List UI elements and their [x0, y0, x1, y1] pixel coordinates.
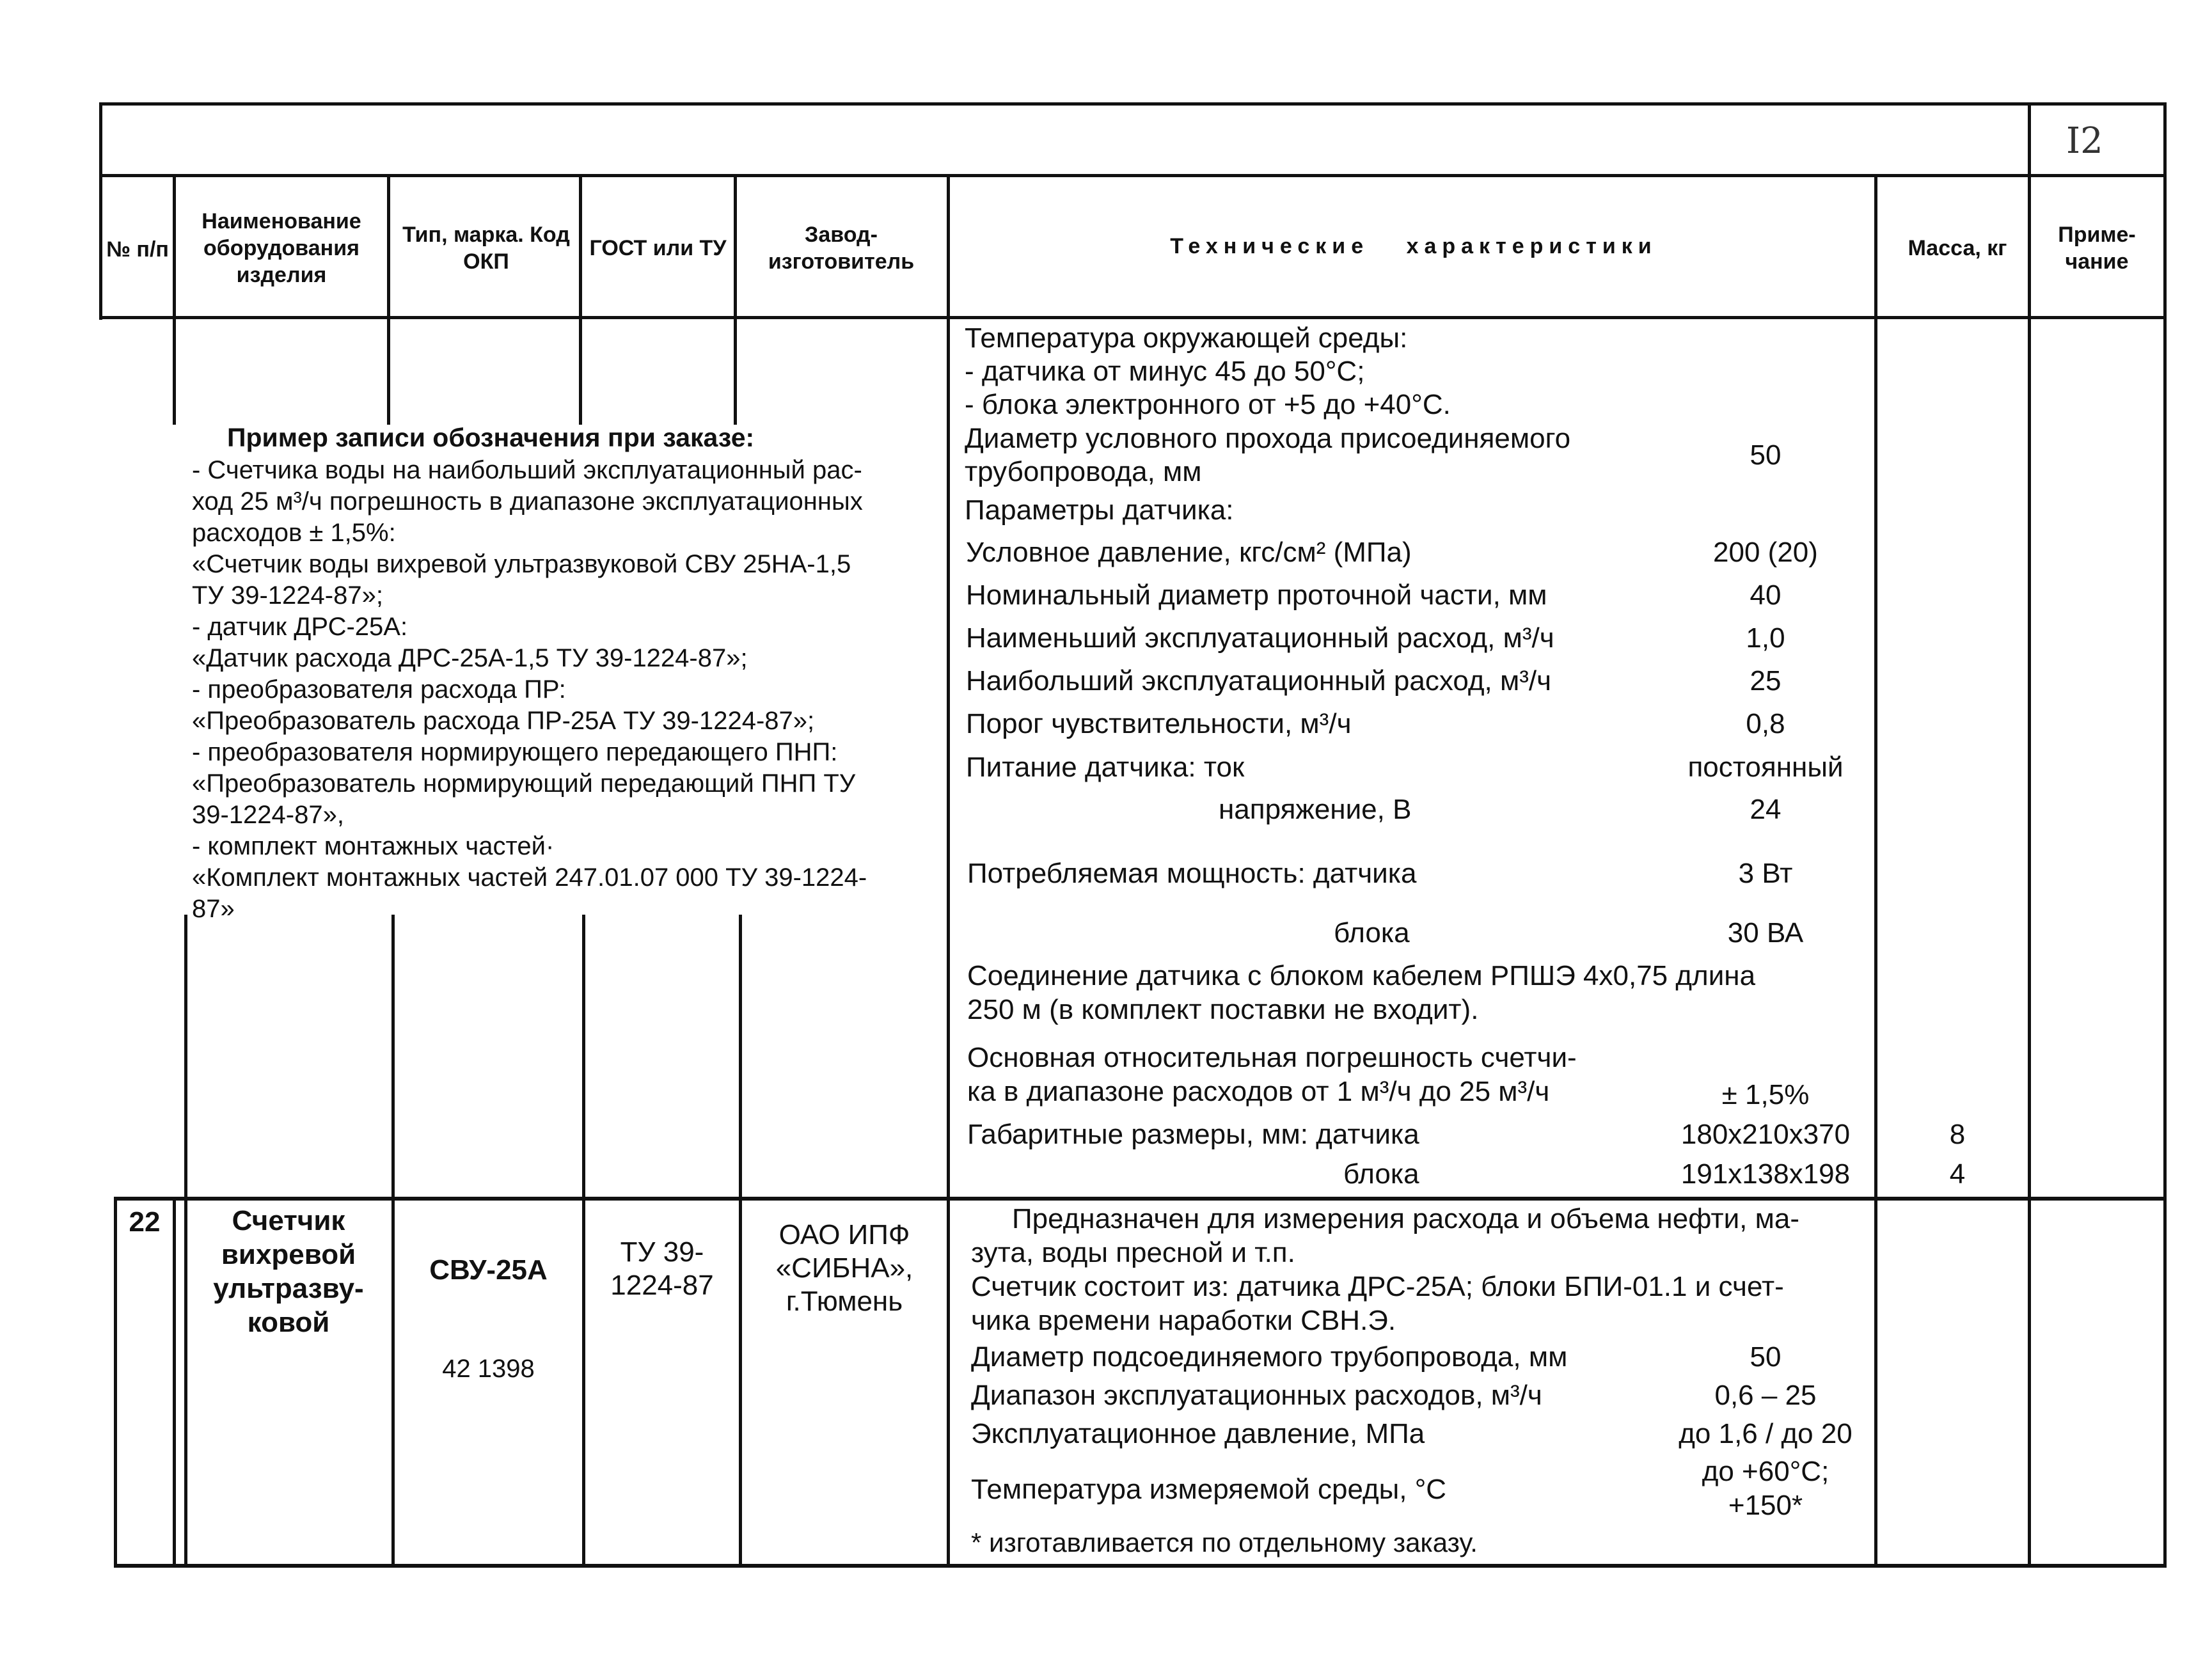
row22-type: СВУ-25А [429, 1254, 548, 1286]
voltage-label: напряжение, В [1219, 794, 1412, 825]
spec-label: Диапазон эксплуатационных расходов, м³/ч [971, 1380, 1542, 1411]
param-label: Наименьший эксплуатационный расход, м³/ч [966, 622, 1554, 654]
order-line: ход 25 м³/ч погрешность в диапазоне эксплуатационных [192, 487, 863, 516]
header-tech: Технические характеристики [1170, 234, 1657, 258]
sensor-params-label: Параметры датчика: [965, 494, 1234, 526]
name-line: ультразву- [213, 1273, 364, 1304]
cable-line-1: Соединение датчика с блоком кабелем РПШЭ 4х0,75 длина [967, 960, 1756, 991]
col-div-6 [1874, 174, 1877, 1568]
power-block-value: 30 ВА [1727, 917, 1804, 949]
purpose-line-1: Предназначен для измерения расхода и объема нефти, ма- [1012, 1203, 1799, 1234]
gost-line: ТУ 39- [620, 1236, 704, 1268]
order-line: «Преобразователь расхода ПР-25А ТУ 39-1224-87»; [192, 707, 815, 735]
order-line: расходов ± 1,5%: [192, 519, 396, 547]
param-value: постоянный [1687, 752, 1844, 783]
temp-value-1: до +60°С; [1702, 1456, 1829, 1487]
header-maker: Завод-изготовитель [768, 223, 915, 274]
rule-top [99, 102, 2167, 106]
maker-line: ОАО ИПФ [778, 1219, 910, 1250]
gost-line: 1224-87 [610, 1270, 714, 1301]
page-number: I2 [2066, 120, 2103, 162]
name-line: Счетчик [232, 1205, 345, 1236]
spec-value: 0,6 – 25 [1714, 1380, 1817, 1411]
env-temp-sensor: - датчика от минус 45 до 50°С; [965, 356, 1365, 387]
temp-label: Температура измеряемой среды, °С [971, 1474, 1447, 1505]
purpose-line-2: зута, воды пресной и т.п. [971, 1237, 1295, 1268]
param-label: Наибольший эксплуатационный расход, м³/ч [966, 665, 1552, 697]
cable-line-2: 250 м (в комплект поставки не входит). [967, 994, 1479, 1025]
header-gost: ГОСТ или ТУ [589, 236, 727, 260]
col-div-4 [734, 174, 737, 320]
footnote: * изготавливается по отдельному заказу. [971, 1527, 1478, 1557]
env-temp-block: - блока электронного от +5 до +40°С. [965, 389, 1451, 420]
col-div-2 [387, 174, 390, 320]
col-div-3-upper [579, 316, 582, 425]
param-label: Порог чувствительности, м³/ч [966, 708, 1352, 739]
param-label: Номинальный диаметр проточной части, мм [966, 579, 1547, 611]
order-line: «Преобразователь нормирующий передающий ПНП ТУ [192, 769, 856, 798]
order-line: ТУ 39-1224-87»; [192, 581, 383, 610]
rule-right [2163, 102, 2167, 1568]
order-line: - Счетчика воды на наибольший эксплуатационный рас- [192, 456, 862, 484]
rule-bottom [115, 1564, 2167, 1568]
col-div-2-upper [387, 316, 390, 425]
rule-left-lower [114, 1197, 117, 1568]
composition-line-2: чика времени наработки СВН.Э. [971, 1305, 1396, 1336]
composition-line-1: Счетчик состоит из: датчика ДРС-25А; блоки БПИ-01.1 и счет- [971, 1271, 1784, 1302]
dims-sensor-mass: 8 [1949, 1119, 1966, 1150]
order-line: - преобразователя нормирующего передающего ПНП: [192, 738, 838, 766]
name-line: вихревой [221, 1239, 356, 1270]
header-mass: Масса, кг [1908, 236, 2007, 260]
pipe-diam-value: 50 [1750, 439, 1781, 471]
spec-value: 50 [1750, 1341, 1781, 1373]
power-label: Потребляемая мощность: датчика [967, 858, 1417, 889]
param-label: Питание датчика: ток [966, 752, 1245, 783]
power-sensor-value: 3 Вт [1738, 858, 1793, 889]
col-div-4-upper [734, 316, 737, 425]
voltage-value: 24 [1750, 794, 1781, 825]
order-line: «Счетчик воды вихревой ультразвуковой СВУ 25НА-1,5 [192, 550, 851, 578]
spec-label: Эксплуатационное давление, МПа [971, 1418, 1425, 1449]
param-value: 40 [1750, 579, 1781, 611]
col-div-0-lower [173, 1197, 176, 1568]
col-div-1-r1 [173, 316, 176, 425]
dims-sensor-value: 180х210х370 [1680, 1119, 1851, 1150]
order-example-title: Пример записи обозначения при заказе: [227, 423, 755, 452]
param-value: 25 [1750, 665, 1781, 697]
error-value: ± 1,5% [1721, 1079, 1810, 1110]
error-line-2: ка в диапазоне расходов от 1 м³/ч до 25 м³/ч [967, 1076, 1550, 1107]
col-div-5 [947, 174, 950, 1568]
col-div-2-lower [391, 915, 395, 1568]
error-line-1: Основная относительная погрешность счетчи- [967, 1042, 1577, 1073]
param-label: Условное давление, кгс/см² (МПа) [966, 537, 1412, 568]
power-block-label: блока [1334, 917, 1410, 949]
header-type: Тип, марка. Код ОКП [402, 223, 570, 274]
header-num: № п/п [106, 237, 169, 262]
col-div-7 [2028, 174, 2031, 1568]
order-line: «Датчик расхода ДРС-25А-1,5 ТУ 39-1224-87»; [192, 644, 748, 672]
maker-line: г.Тюмень [786, 1286, 903, 1317]
param-value: 200 (20) [1713, 537, 1818, 568]
rule-pagenum-box [2028, 102, 2031, 176]
param-value: 0,8 [1746, 708, 1785, 739]
row22-num: 22 [129, 1206, 161, 1238]
order-line: 87» [192, 895, 235, 923]
dims-block-label: блока [1343, 1158, 1419, 1190]
rule-under-pagenum [99, 174, 2167, 177]
param-value: 1,0 [1746, 622, 1785, 654]
pipe-diam-label-2: трубопровода, мм [965, 456, 1202, 487]
spec-label: Диаметр подсоединяемого трубопровода, мм [971, 1341, 1568, 1373]
env-temp-label: Температура окружающей среды: [965, 322, 1408, 354]
row22-okp: 42 1398 [442, 1355, 535, 1383]
dims-block-mass: 4 [1949, 1158, 1966, 1190]
order-line: «Комплект монтажных частей 247.01.07 000 ТУ 39-1224- [192, 863, 867, 892]
order-line: - датчик ДРС-25А: [192, 613, 408, 641]
spec-value: до 1,6 / до 20 [1679, 1418, 1853, 1449]
rule-under-header [99, 316, 2167, 319]
header-note: Приме-чание [2058, 223, 2136, 274]
order-line: - комплект монтажных частей· [192, 832, 555, 860]
temp-value-2: +150* [1728, 1490, 1803, 1521]
name-line: ковой [247, 1307, 330, 1338]
order-line: 39-1224-87», [192, 801, 344, 829]
rule-row22-top [115, 1197, 2167, 1201]
header-name: Наименование оборудования изделия [201, 209, 361, 287]
maker-line: «СИБНА», [775, 1252, 913, 1284]
dims-block-value: 191х138х198 [1680, 1158, 1851, 1190]
pipe-diam-label: Диаметр условного прохода присоединяемого [965, 423, 1571, 454]
dims-sensor-label: Габаритные размеры, мм: датчика [967, 1119, 1419, 1150]
order-line: - преобразователя расхода ПР: [192, 675, 566, 704]
